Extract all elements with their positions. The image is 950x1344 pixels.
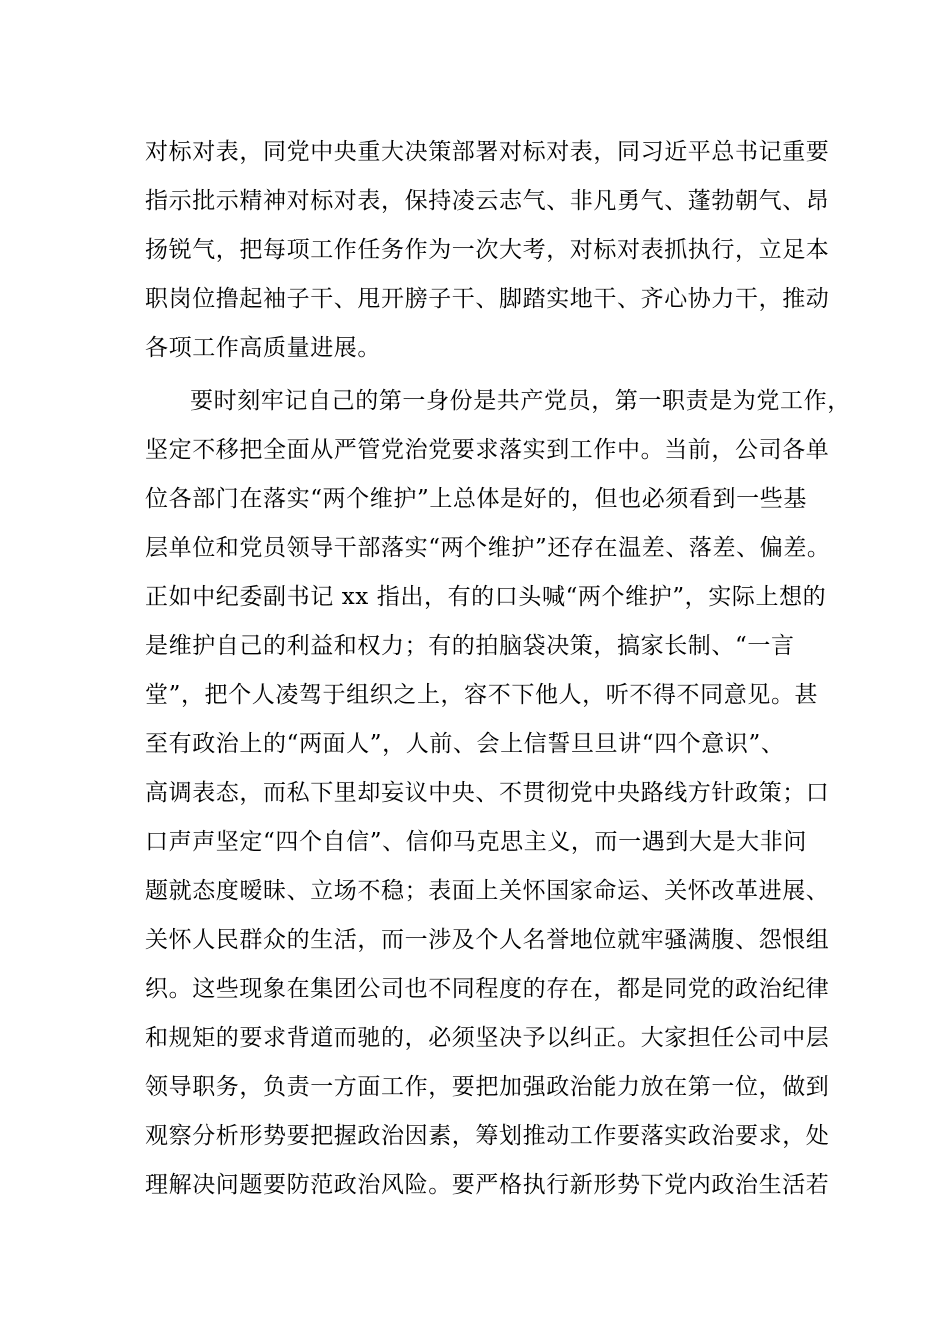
text-line: 扬锐气，把每项工作任务作为一次大考，对标对表抓执行，立足本 xyxy=(145,237,830,263)
text-line: 职岗位撸起袖子干、甩开膀子干、脚踏实地干、齐心协力干，推动 xyxy=(145,286,830,312)
text-line: 高调表态，而私下里却妄议中央、不贯彻党中央路线方针政策；口 xyxy=(145,780,830,806)
text-line: 织。这些现象在集团公司也不同程度的存在，都是同党的政治纪律 xyxy=(145,976,830,1002)
text-line: 关怀人民群众的生活，而一涉及个人名誉地位就牢骚满腹、怨恨组 xyxy=(145,927,830,953)
text-line: 指示批示精神对标对表，保持凌云志气、非凡勇气、蓬勃朝气、昂 xyxy=(145,188,830,214)
text-line: 领导职务，负责一方面工作，要把加强政治能力放在第一位，做到 xyxy=(145,1074,830,1100)
text-line: 位各部门在落实“两个维护”上总体是好的，但也必须看到一些基 xyxy=(145,486,807,512)
text-line: 堂”，把个人凌驾于组织之上，容不下他人，听不得不同意见。甚 xyxy=(145,682,819,708)
text-line: 坚定不移把全面从严管党治党要求落实到工作中。当前，公司各单 xyxy=(145,437,830,463)
text-line: 理解决问题要防范政治风险。要严格执行新形势下党内政治生活若 xyxy=(145,1172,830,1198)
text-line: 各项工作高质量进展。 xyxy=(145,335,381,361)
text-line: 题就态度暧昧、立场不稳；表面上关怀国家命运、关怀改革进展、 xyxy=(145,878,830,904)
text-line: 层单位和党员领导干部落实“两个维护”还存在温差、落差、偏差。 xyxy=(145,535,831,561)
text-line: 是维护自己的利益和权力；有的拍脑袋决策，搞家长制、“一言 xyxy=(145,633,795,659)
text-line: 和规矩的要求背道而驰的，必须坚决予以纠正。大家担任公司中层 xyxy=(145,1025,830,1051)
text-line: 至有政治上的“两面人”，人前、会上信誓旦旦讲“四个意识”、 xyxy=(145,731,785,757)
text-line: 口声声坚定“四个自信”、信仰马克思主义，而一遇到大是大非问 xyxy=(145,829,807,855)
text-line: 正如中纪委副书记 xx 指出，有的口头喊“两个维护”，实际上想的 xyxy=(145,584,827,610)
text-line: 观察分析形势要把握政治因素，筹划推动工作要落实政治要求，处 xyxy=(145,1123,830,1149)
text-line: 对标对表，同党中央重大决策部署对标对表，同习近平总书记重要 xyxy=(145,139,830,165)
paragraph-first-line: 要时刻牢记自己的第一身份是共产党员，第一职责是为党工作， xyxy=(190,388,851,414)
